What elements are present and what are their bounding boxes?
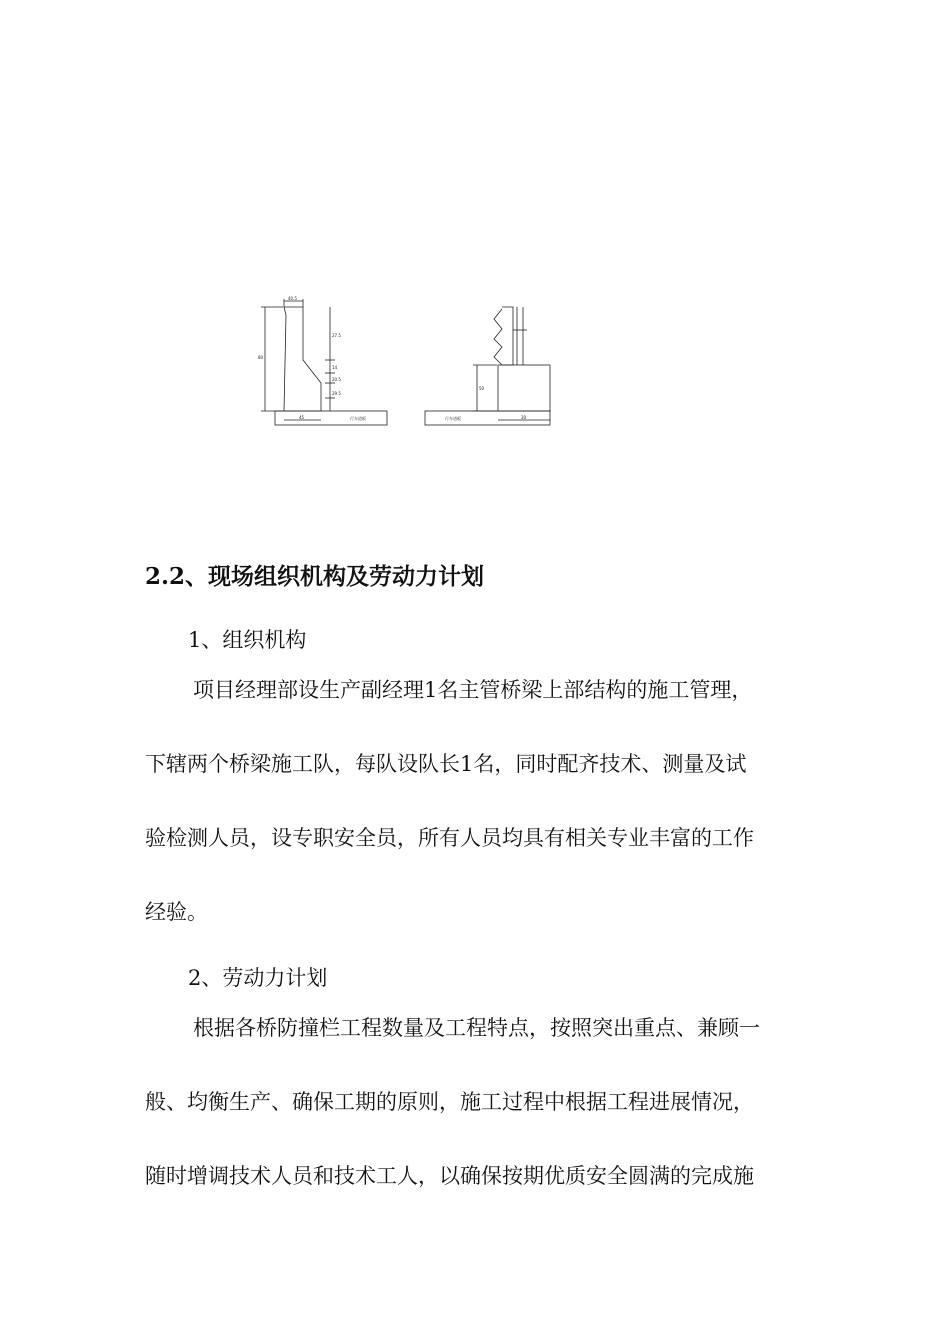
right-rail-posts xyxy=(502,307,513,365)
section-heading: 2.2、现场组织机构及劳动力计划 xyxy=(145,563,485,590)
dim-mid-1: 14 xyxy=(332,365,338,370)
dim-top-width: 40.5 xyxy=(288,296,297,301)
dim-bottom-width: 45 xyxy=(299,415,305,420)
subheading-organization: 1、组织机构 xyxy=(188,628,307,652)
dim-total-height: 80 xyxy=(258,355,264,360)
paragraph-line: 随时增调技术人员和技术工人，以确保按期优质安全圆满的完成施 xyxy=(145,1164,754,1188)
paragraph-line: 项目经理部设生产副经理1名主管桥梁上部结构的施工管理， xyxy=(193,678,753,702)
left-barrier-outline xyxy=(284,307,321,411)
paragraph-line: 根据各桥防撞栏工程数量及工程特点，按照突出重点、兼顾一 xyxy=(193,1016,760,1040)
left-caption: 行车道板 xyxy=(350,416,366,421)
dim-upper-height: 27.5 xyxy=(332,333,341,338)
right-caption: 行车道板 xyxy=(445,416,461,421)
paragraph-line: 般、均衡生产、确保工期的原则，施工过程中根据工程进展情况， xyxy=(145,1090,754,1114)
paragraph-line: 验检测人员，设专职安全员，所有人员均具有相关专业丰富的工作 xyxy=(145,826,754,850)
right-deck-slab xyxy=(425,411,550,425)
dim-mid-2: 20.5 xyxy=(332,377,341,382)
left-deck-slab xyxy=(275,411,387,425)
paragraph-line: 下辖两个桥梁施工队，每队设队长1名，同时配齐技术、测量及试 xyxy=(145,752,747,776)
dim-right-height: 50 xyxy=(479,386,485,391)
dim-right-width: 30 xyxy=(521,415,527,420)
guardrail-cross-section-drawing xyxy=(255,295,555,435)
right-rail-beams xyxy=(494,309,502,365)
paragraph-line: 经验。 xyxy=(145,900,208,924)
dim-lower: 29.5 xyxy=(332,391,341,396)
right-base-block xyxy=(498,365,550,411)
subheading-labor-plan: 2、劳动力计划 xyxy=(188,966,328,990)
